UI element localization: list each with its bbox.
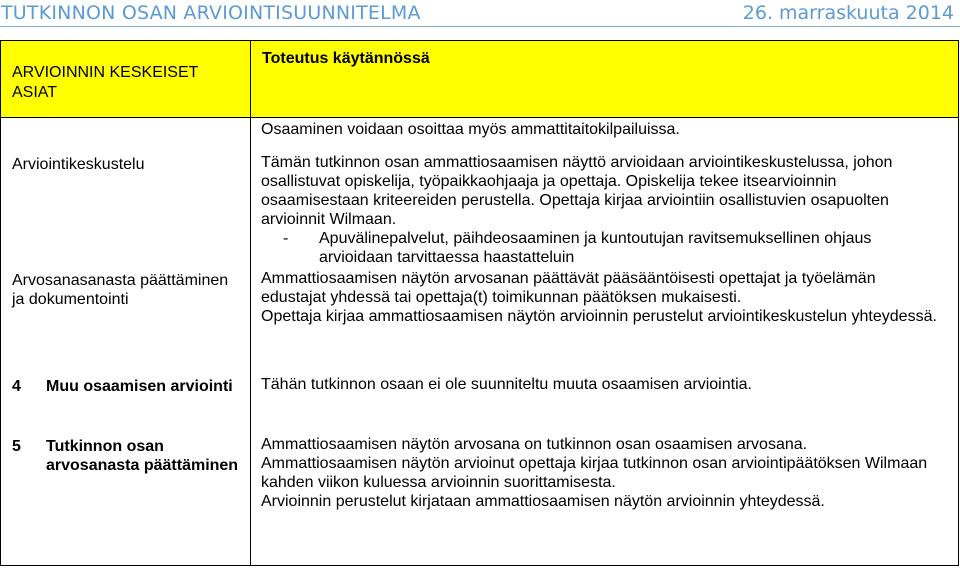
- row-label: Tutkinnon osan arvosanasta päättäminen: [46, 438, 239, 474]
- table-header-row: [1, 41, 959, 118]
- paragraph: Tähän tutkinnon osaan ei ole suunniteltu muuta osaamisen arviointia.: [261, 376, 752, 393]
- paragraph: Ammattiosaamisen näytön arvioinut opettaja kirjaa tutkinnon osan arviointipäätöksen Wilmaan kahden viikon kuluessa arvioinnin suorittamisesta.: [261, 455, 928, 491]
- row-content-muu: [251, 375, 958, 435]
- row-content-arviointikeskustelu: [251, 153, 958, 269]
- table-body-row: [1, 118, 959, 566]
- page-header: [0, 0, 960, 27]
- row-number: 5: [12, 438, 21, 455]
- row-label-muu: [1, 377, 250, 437]
- document-date: 26. marraskuuta 2014: [742, 2, 954, 24]
- row-label-arviointikeskustelu: Arviointikeskustelu: [12, 156, 145, 173]
- row-label-tutkinnon: [1, 437, 250, 565]
- bullet-item: [251, 229, 958, 267]
- row-number: 4: [12, 378, 21, 395]
- document-title: TUTKINNON OSAN ARVIOINTISUUNNITELMA: [1, 2, 421, 24]
- paragraph: Opettaja kirjaa ammattiosaamisen näytön arvioinnin perustelut arviointikeskustelun yhteydessä.: [261, 308, 937, 325]
- paragraph: Tämän tutkinnon osan ammattiosaamisen näyttö arvioidaan arviointikeskustelussa, johon osallistuvat opiskelija, työpaikkaohjaaja ja opettaja. Opiskelija tekee itsearvioinnin osaamisestaan kriteereiden perustella. Opettaja kirjaa arviointiin osallistuvien osapuolten arvioinnit Wilmaan.: [261, 154, 893, 228]
- paragraph: Arvioinnin perustelut kirjataan ammattiosaamisen näytön arvioinnin yhteydessä.: [261, 493, 825, 510]
- row-label: Muu osaamisen arviointi: [46, 378, 233, 395]
- left-header: ARVIOINNIN KESKEISET ASIAT: [1, 41, 250, 117]
- bullet-dash: -: [283, 230, 289, 247]
- intro-text: Osaaminen voidaan osoittaa myös ammattitaitokilpailuissa.: [261, 121, 680, 138]
- paragraph: Ammattiosaamisen näytön arvosana on tutkinnon osan osaamisen arvosana.: [261, 436, 808, 453]
- row-content-tutkinnon: [251, 435, 958, 563]
- row-content-arvosana: [251, 269, 958, 375]
- paragraph: Ammattiosaamisen näytön arvosanan päättävät pääsääntöisesti opettajat ja työelämän edustajat yhdessä tai opettaja(t) toimikunnan päätöksen mukaisesti.: [261, 270, 876, 306]
- right-header-cell: [251, 41, 959, 118]
- right-header: Toteutus käytännössä: [251, 41, 958, 117]
- left-column: [1, 118, 251, 566]
- left-header-cell: [1, 41, 251, 118]
- assessment-table: [0, 40, 959, 566]
- right-column: [251, 118, 959, 566]
- row-label-arvosana: Arvosanasanasta päättäminen ja dokumentointi: [12, 272, 229, 308]
- bullet-text: Apuvälinepalvelut, päihdeosaaminen ja kuntoutujan ravitsemuksellinen ohjaus arvioidaan tarvittaessa haastatteluin: [319, 230, 872, 266]
